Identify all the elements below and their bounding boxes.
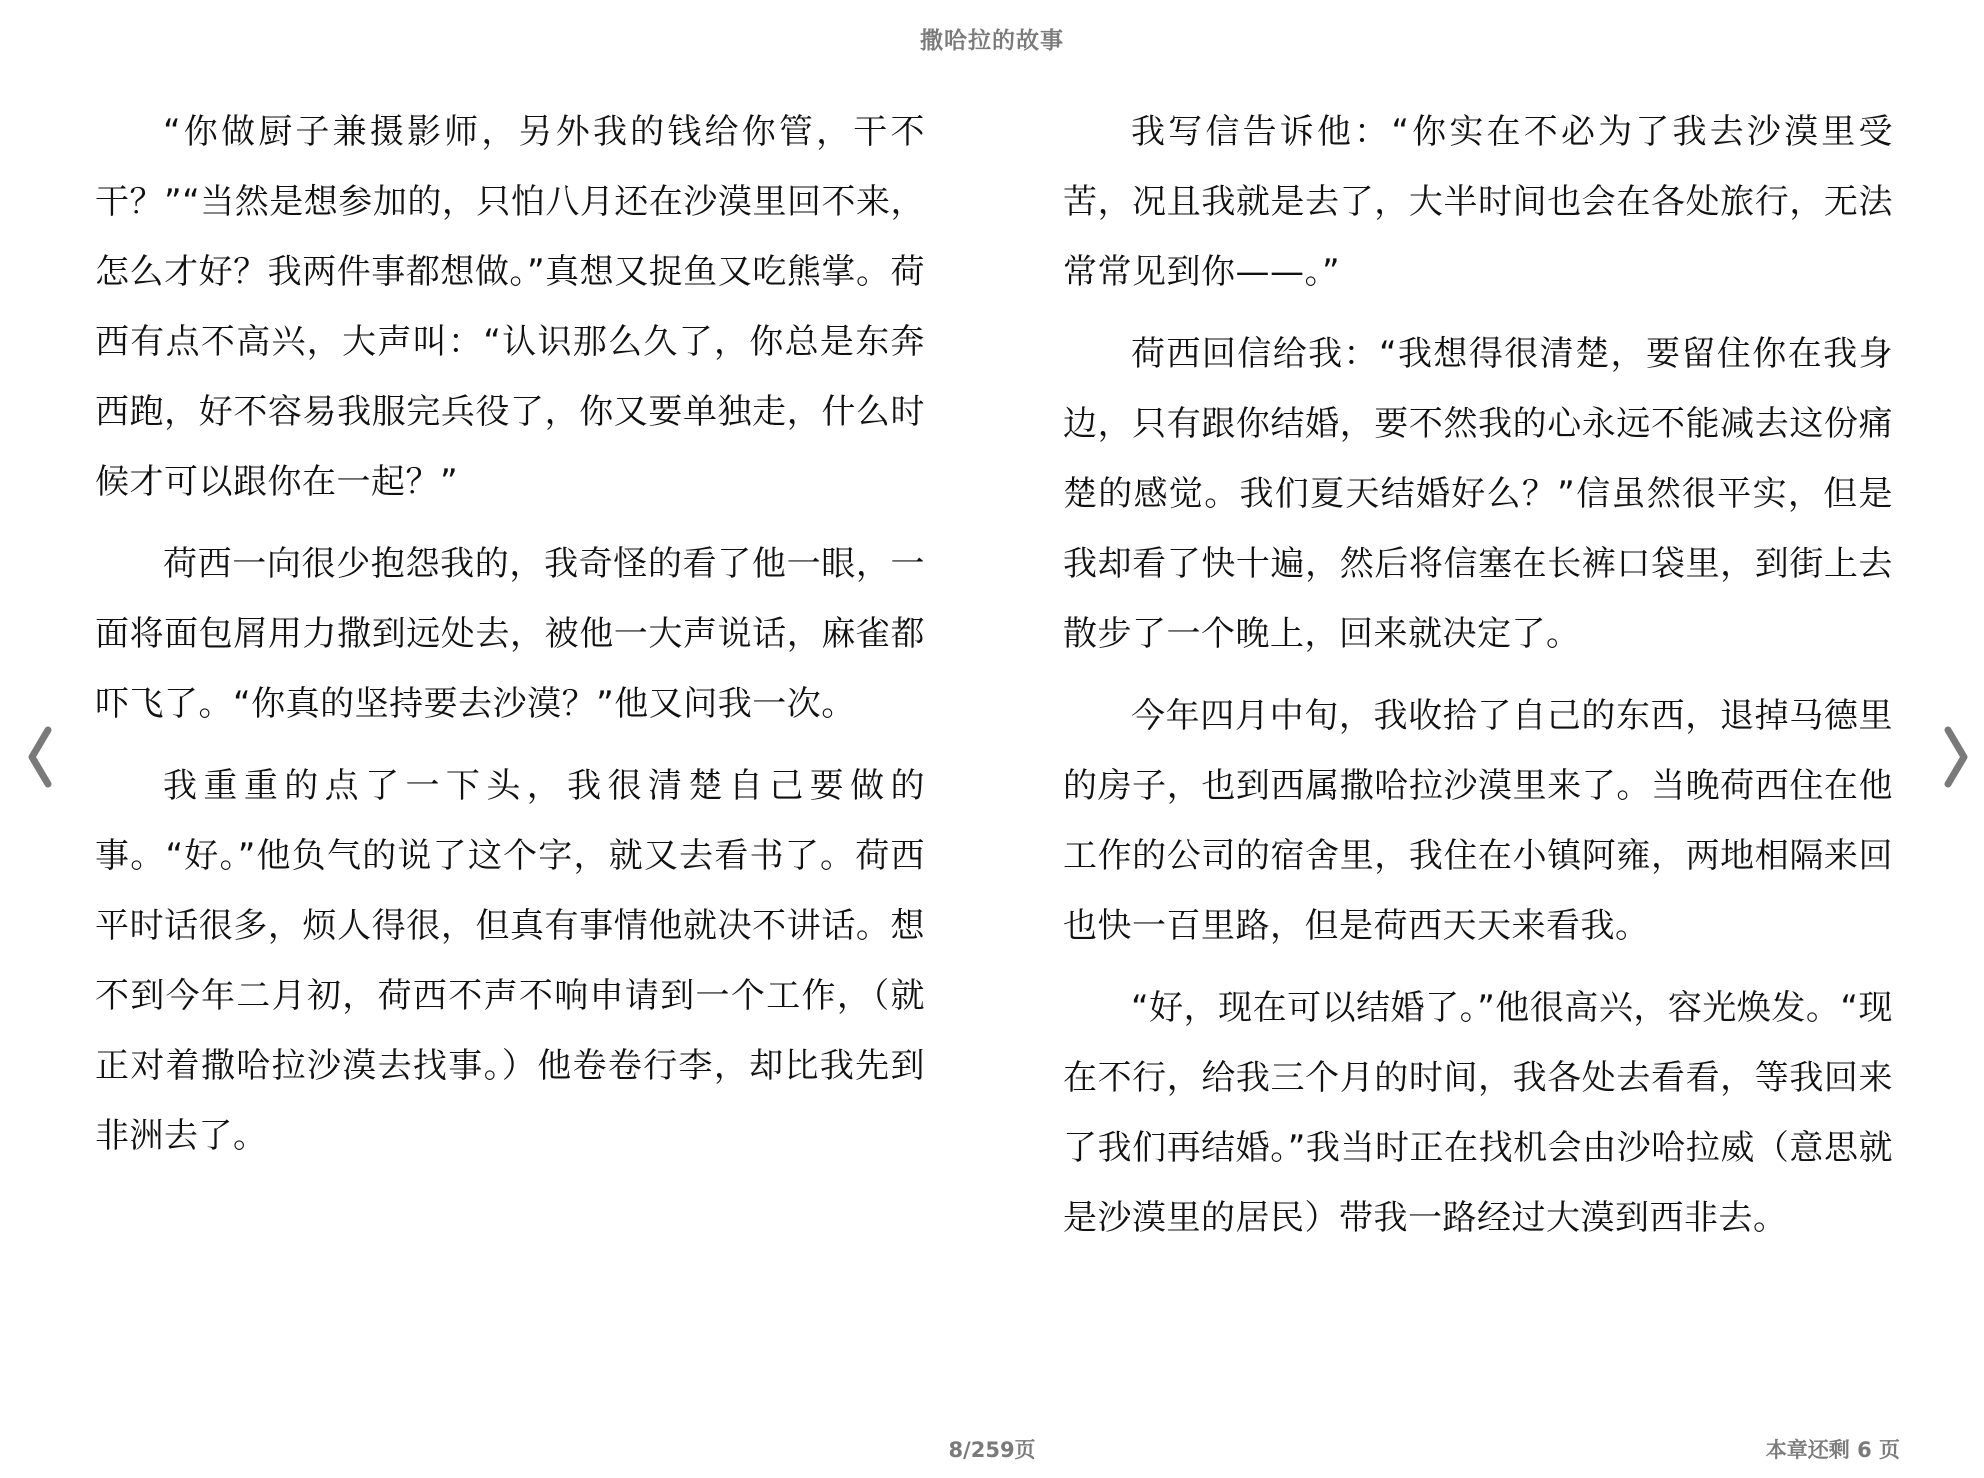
paragraph: “好，现在可以结婚了。”他很高兴，容光焕发。“现在不行，给我三个月的时间，我各处去看看，等我回来了我们再结婚。”我当时正在找机会由沙哈拉威（意思就是沙漠里的居民）带我一路经过大漠到西非去。	[1063, 988, 1893, 1238]
next-page-button[interactable]	[1938, 722, 1978, 792]
paragraph: 我重重的点了一下头，我很清楚自己要做的事。“好。”他负气的说了这个字，就又去看书了。荷西平时话很多，烦人得很，但真有事情他就决不讲话。想不到今年二月初，荷西不声不响申请到一个工作，（就正对着撒哈拉沙漠去找事。）他卷卷行李，却比我先到非洲去了。	[95, 766, 925, 1156]
book-title: 撒哈拉的故事	[920, 28, 1064, 54]
previous-page-button[interactable]	[18, 722, 58, 792]
right-page	[1063, 97, 1893, 1265]
chevron-right-icon	[1938, 722, 1978, 792]
paragraph: 我写信告诉他：“你实在不必为了我去沙漠里受苦，况且我就是去了，大半时间也会在各处旅行，无法常常见到你——。”	[1063, 112, 1893, 292]
paragraph: 今年四月中旬，我收拾了自己的东西，退掉马德里的房子，也到西属撒哈拉沙漠里来了。当晚荷西住在他工作的公司的宿舍里，我住在小镇阿雍，两地相隔来回也快一百里路，但是荷西天天来看我。	[1063, 696, 1893, 946]
chapter-remaining-pages: 本章还剩 6 页	[1765, 1438, 1900, 1462]
page-indicator: 8/259页	[948, 1438, 1036, 1462]
paragraph: 荷西回信给我：“我想得很清楚，要留住你在我身边，只有跟你结婚，要不然我的心永远不能减去这份痛楚的感觉。我们夏天结婚好么？”信虽然很平实，但是我却看了快十遍，然后将信塞在长裤口袋里，到街上去散步了一个晚上，回来就决定了。	[1063, 334, 1893, 654]
paragraph: 荷西一向很少抱怨我的，我奇怪的看了他一眼，一面将面包屑用力撒到远处去，被他一大声说话，麻雀都吓飞了。“你真的坚持要去沙漠？”他又问我一次。	[95, 544, 925, 724]
left-page	[95, 97, 925, 1183]
paragraph: “你做厨子兼摄影师，另外我的钱给你管，干不干？”“当然是想参加的，只怕八月还在沙漠里回不来，怎么才好？我两件事都想做。”真想又捉鱼又吃熊掌。荷西有点不高兴，大声叫：“认识那么久了，你总是东奔西跑，好不容易我服完兵役了，你又要单独走，什么时候才可以跟你在一起？”	[95, 112, 925, 502]
chevron-left-icon	[18, 722, 58, 792]
